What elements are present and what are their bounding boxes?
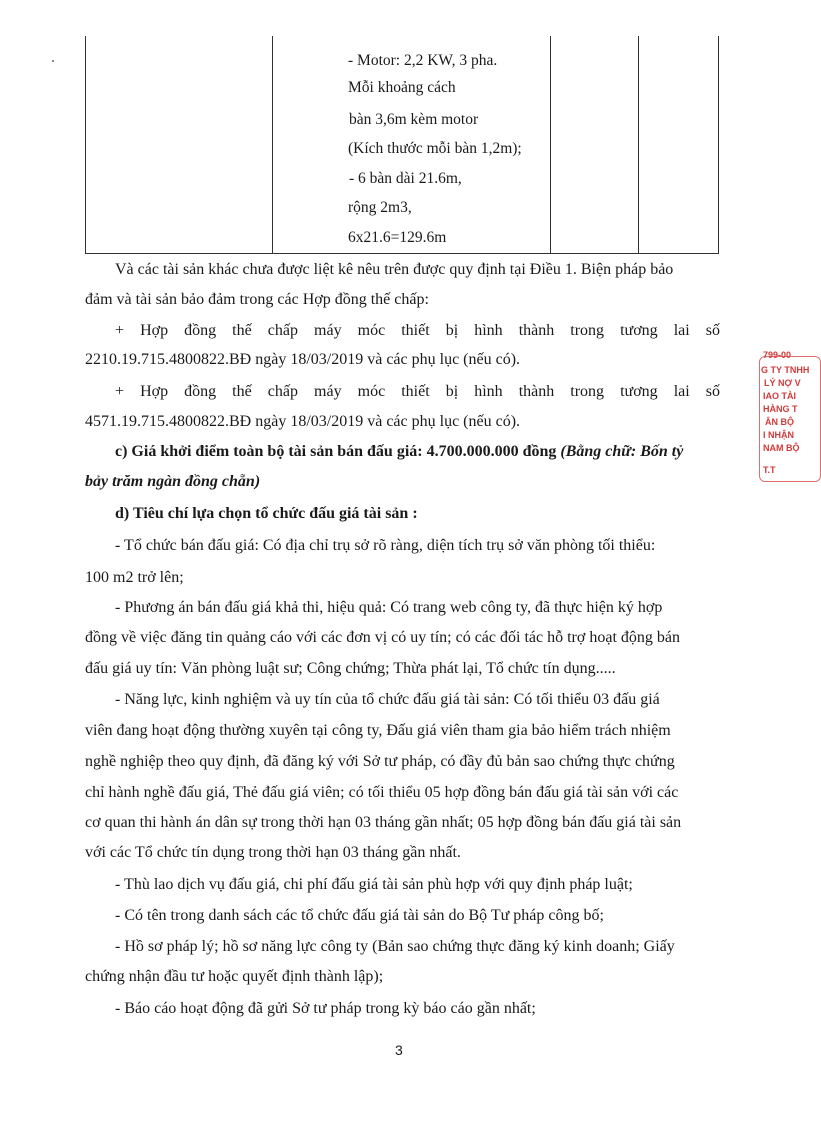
paragraph-line: - Tổ chức bán đấu giá: Có địa chỉ trụ sở rõ ràng, diện tích trụ sở văn phòng tối thiểu:	[115, 537, 656, 554]
scan-speck	[52, 60, 54, 62]
paragraph-line: nghề nghiệp theo quy định, đã đăng ký với Sở tư pháp, có đầy đủ bản sao chứng thực chứng	[85, 753, 675, 770]
seal-text: I NHẬN	[763, 430, 794, 440]
starting-price-words-cont: bảy trăm ngàn đồng chẵn)	[85, 473, 261, 490]
seal-text: G TY TNHH	[761, 365, 810, 375]
paragraph-line: đồng về việc đăng tin quảng cáo với các đơn vị có uy tín; có các đối tác hỗ trợ hoạt động bán	[85, 629, 680, 646]
section-heading: d) Tiêu chí lựa chọn tổ chức đấu giá tài sản :	[115, 505, 418, 522]
starting-price-label: c) Giá khởi điểm toàn bộ tài sản bán đấu giá: 4.700.000.000 đồng	[115, 443, 557, 460]
table-column-divider	[638, 36, 639, 253]
paragraph-line: - Hồ sơ pháp lý; hồ sơ năng lực công ty (Bản sao chứng thực đăng ký kinh doanh; Giấy	[115, 938, 675, 955]
paragraph-line: - Báo cáo hoạt động đã gửi Sở tư pháp trong kỳ báo cáo gần nhất;	[115, 1000, 536, 1017]
seal-text: NAM BỘ	[763, 443, 800, 453]
seal-text: IAO TÀI	[763, 391, 796, 401]
page-number: 3	[395, 1042, 403, 1058]
paragraph-line: - Phương án bán đấu giá khả thi, hiệu quả: Có trang web công ty, đã thực hiện ký hợp	[115, 599, 663, 616]
table-cell-line: bàn 3,6m kèm motor	[349, 111, 479, 128]
seal-text: LÝ NỢ V	[764, 378, 801, 388]
paragraph-line: Và các tài sản khác chưa được liệt kê nêu trên được quy định tại Điều 1. Biện pháp bảo	[115, 261, 674, 278]
paragraph-line: - Có tên trong danh sách các tổ chức đấu giá tài sản do Bộ Tư pháp công bố;	[115, 907, 604, 924]
paragraph-line: đấu giá uy tín: Văn phòng luật sư; Công chứng; Thừa phát lại, Tổ chức tín dụng.....	[85, 660, 616, 677]
seal-text: ÂN BỘ	[765, 417, 794, 427]
table-column-divider	[550, 36, 551, 253]
table-cell-line: 6x21.6=129.6m	[348, 229, 447, 246]
seal-text: T.T	[763, 465, 776, 475]
table-cell-line: (Kích thước mỗi bàn 1,2m);	[348, 140, 522, 157]
paragraph-line: - Thù lao dịch vụ đấu giá, chi phí đấu giá tài sản phù hợp với quy định pháp luật;	[115, 876, 633, 893]
paragraph-line: + Hợp đồng thế chấp máy móc thiết bị hình thành trong tương lai số	[115, 322, 720, 339]
equipment-table	[85, 36, 719, 254]
table-cell-line: - Motor: 2,2 KW, 3 pha.	[348, 52, 498, 69]
starting-price-line	[115, 444, 683, 460]
paragraph-line: 100 m2 trở lên;	[85, 569, 184, 586]
table-cell-line: Mỗi khoảng cách	[348, 79, 456, 96]
paragraph-line: đảm và tài sản bảo đảm trong các Hợp đồng thế chấp:	[85, 291, 429, 308]
paragraph-line: chứng nhận đầu tư hoặc quyết định thành lập);	[85, 968, 384, 985]
paragraph-line: 2210.19.715.4800822.BĐ ngày 18/03/2019 và các phụ lục (nếu có).	[85, 351, 521, 368]
company-seal	[755, 348, 810, 496]
seal-text: HÀNG T	[763, 404, 798, 414]
paragraph-line: 4571.19.715.4800822.BĐ ngày 18/03/2019 và các phụ lục (nếu có).	[85, 413, 521, 430]
paragraph-line: với các Tổ chức tín dụng trong thời hạn 03 tháng gần nhất.	[85, 844, 461, 861]
table-cell-line: - 6 bàn dài 21.6m,	[349, 170, 462, 187]
paragraph-line: + Hợp đồng thế chấp máy móc thiết bị hình thành trong tương lai số	[115, 383, 720, 400]
table-column-divider	[272, 36, 273, 253]
starting-price-words: (Bằng chữ: Bốn tỷ	[560, 443, 684, 460]
paragraph-line: viên đang hoạt động thường xuyên tại công ty, Đấu giá viên tham gia bảo hiểm trách nhiệm	[85, 722, 671, 739]
paragraph-line: cơ quan thi hành án dân sự trong thời hạn 03 tháng gần nhất; 05 hợp đồng bán đấu giá tài sản	[85, 814, 682, 831]
table-cell-line: rộng 2m3,	[348, 199, 412, 216]
seal-text: 799-00	[763, 350, 792, 360]
paragraph-line: chỉ hành nghề đấu giá, Thẻ đấu giá viên; có tối thiểu 05 hợp đồng bán đấu giá tài sản với các	[85, 784, 679, 801]
paragraph-line: - Năng lực, kinh nghiệm và uy tín của tổ chức đấu giá tài sản: Có tối thiểu 03 đấu giá	[115, 691, 660, 708]
